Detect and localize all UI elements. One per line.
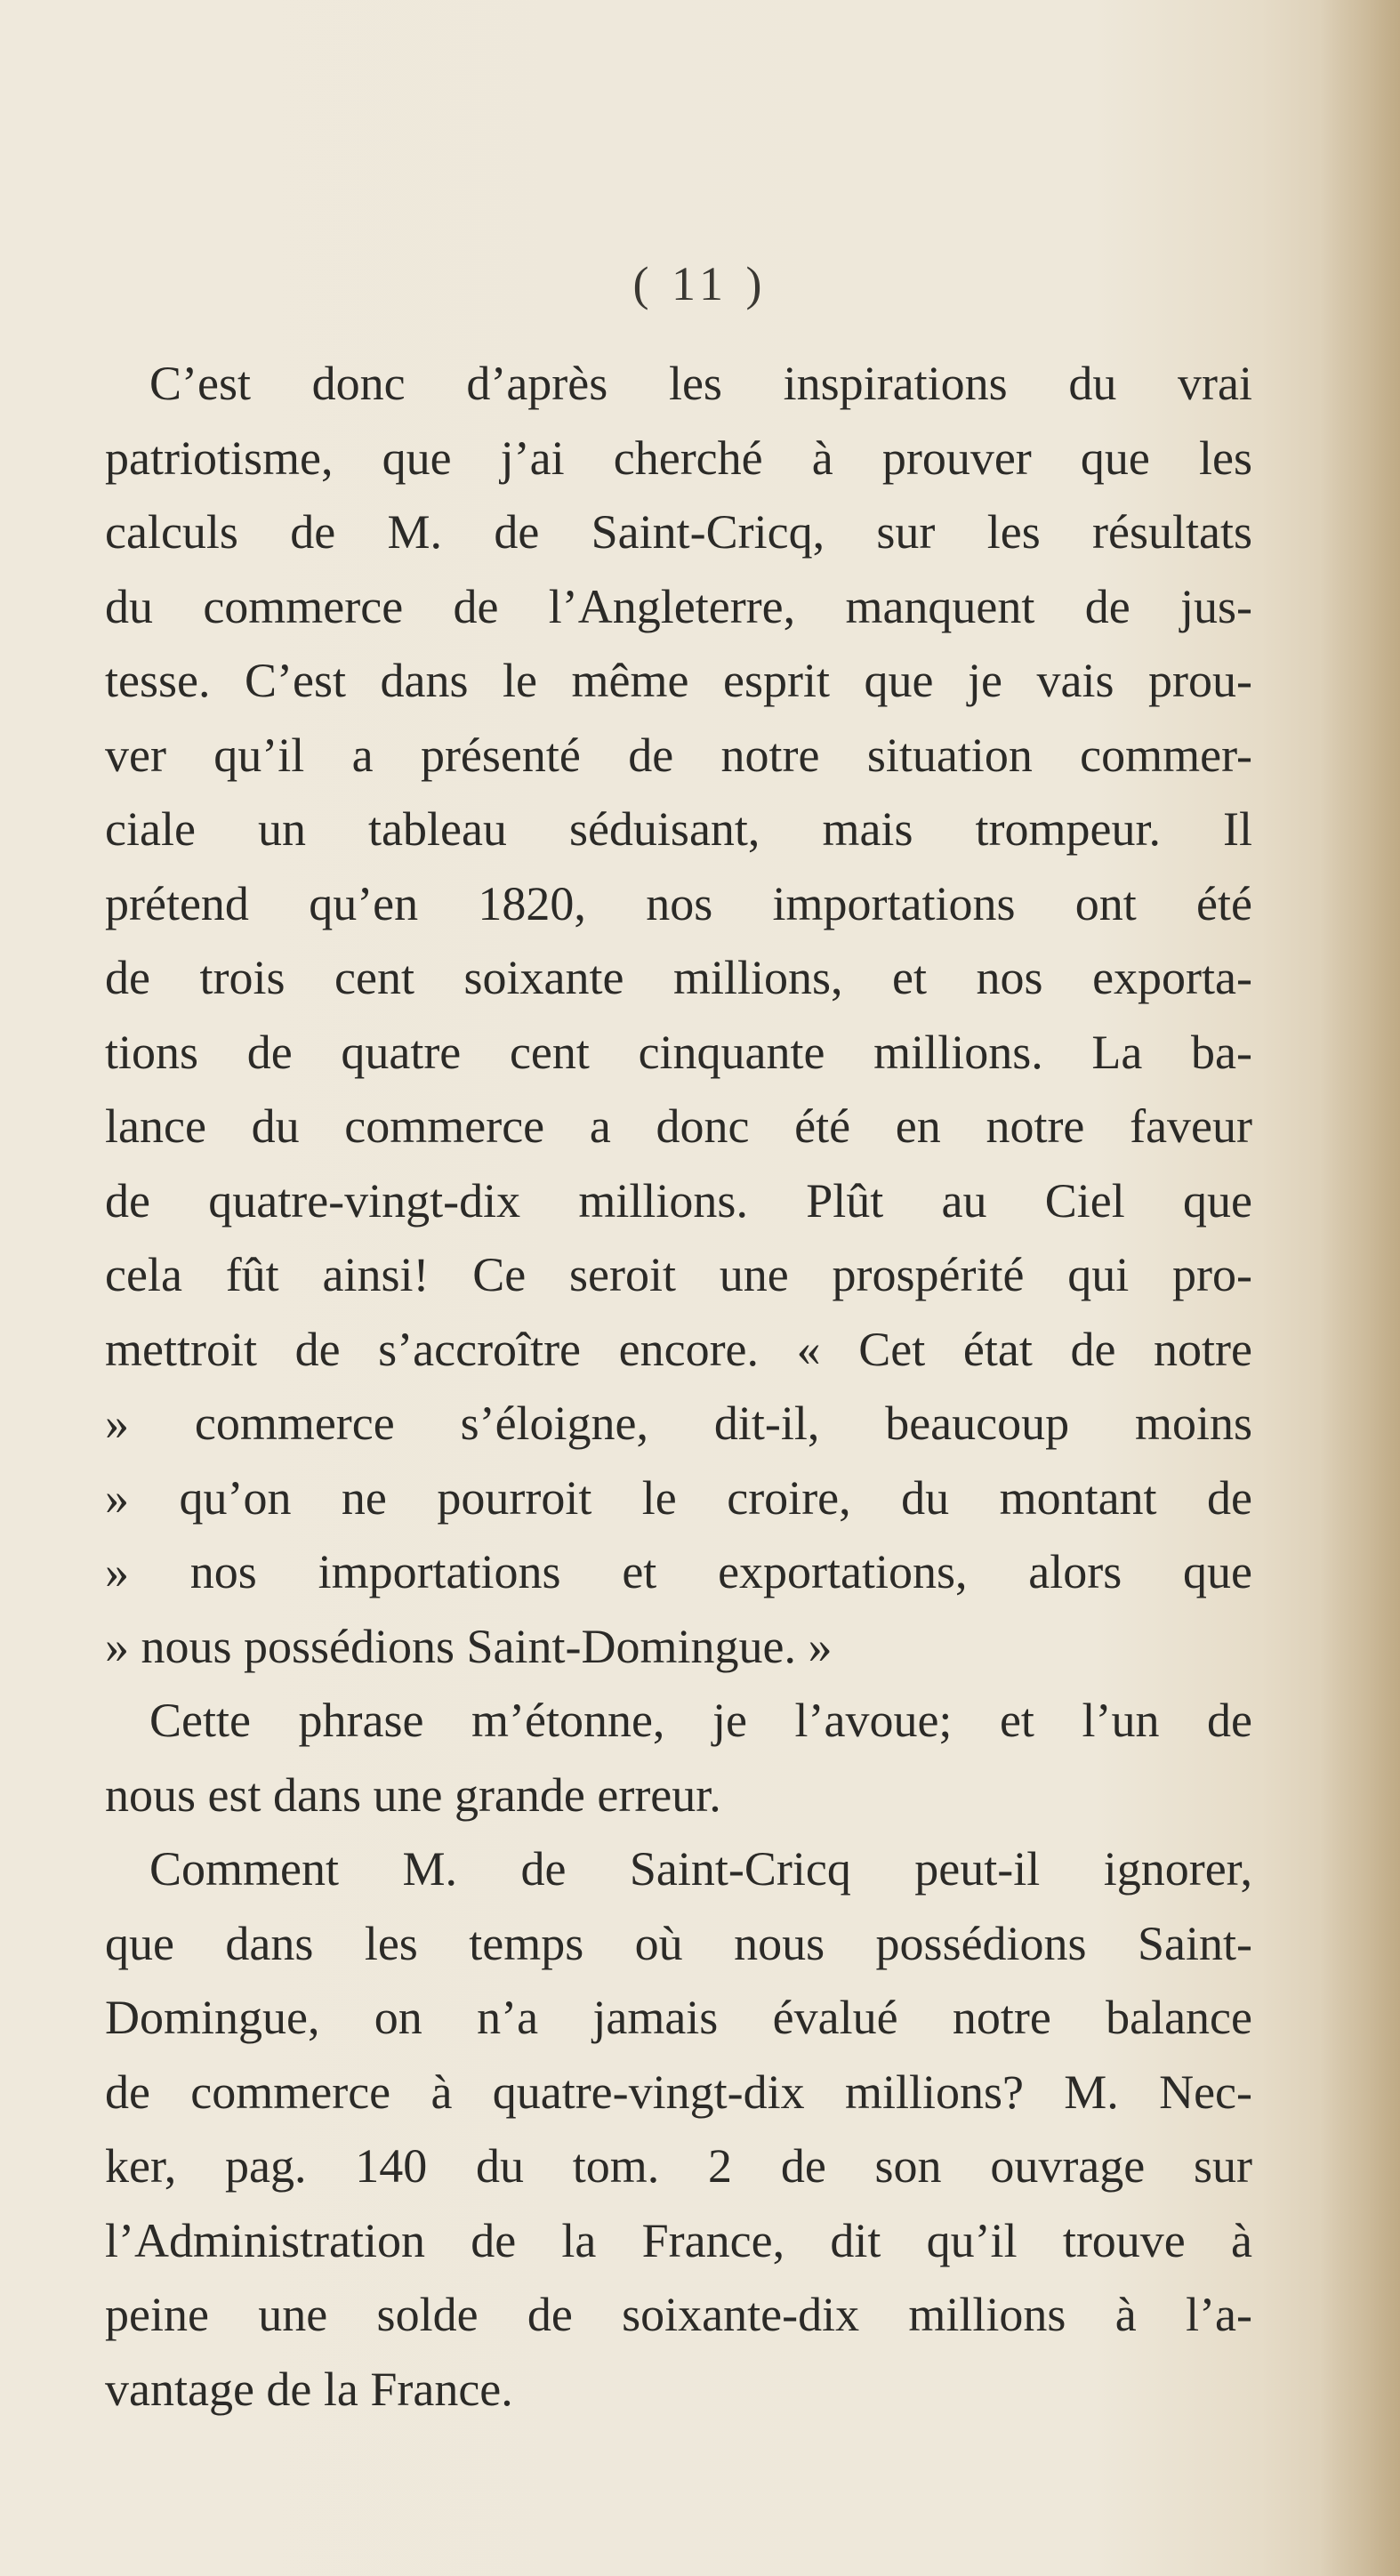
text-line: Domingue, on n’a jamais évalué notre balance [105,1991,1252,2044]
text-line: prétend qu’en 1820, nos importations ont été [105,876,1252,930]
text-line: C’est donc d’après les inspirations du vrai [149,357,1252,410]
text-line: Comment M. de Saint-Cricq peut-il ignorer, [149,1842,1252,1896]
text-line: cela fût ainsi! Ce seroit une prospérité qui pro- [105,1248,1252,1301]
text-line: vantage de la France. [105,2362,513,2416]
text-line: tesse. C’est dans le même esprit que je vais prou- [105,654,1252,707]
text-line: de trois cent soixante millions, et nos exporta- [105,951,1252,1004]
text-line: patriotisme, que j’ai cherché à prouver que les [105,431,1252,485]
text-line: » nous possédions Saint-Domingue. » [105,1619,833,1673]
text-line: calculs de M. de Saint-Cricq, sur les résultats [105,505,1252,559]
text-line: mettroit de s’accroître encore. « Cet état de notre [105,1322,1252,1376]
text-line: lance du commerce a donc été en notre faveur [105,1099,1252,1153]
text-line: » qu’on ne pourroit le croire, du montant de [105,1470,1252,1525]
text-line: » nos importations et exportations, alors que [105,1545,1252,1598]
page-number: ( 11 ) [632,257,768,310]
body-text [105,347,1252,2427]
text-line: Cette phrase m’étonne, je l’avoue; et l’un de [149,1694,1252,1747]
text-line: ciale un tableau séduisant, mais trompeur. Il [105,802,1252,856]
text-line: nous est dans une grande erreur. [105,1767,721,1822]
text-line: ver qu’il a présenté de notre situation commer- [105,728,1252,782]
text-line: de commerce à quatre-vingt-dix millions? M. Nec- [105,2065,1252,2119]
text-line: » commerce s’éloigne, dit-il, beaucoup moins [105,1397,1252,1450]
text-line: de quatre-vingt-dix millions. Plût au Ciel que [105,1173,1252,1228]
text-line: que dans les temps où nous possédions Saint- [105,1916,1252,1970]
text-line: tions de quatre cent cinquante millions. La ba- [105,1025,1252,1079]
text-line: l’Administration de la France, dit qu’il trouve à [105,2213,1252,2267]
paper-edge-stain [1320,0,1400,2576]
text-line: du commerce de l’Angleterre, manquent de jus- [105,579,1252,633]
text-line: ker, pag. 140 du tom. 2 de son ouvrage sur [105,2139,1252,2193]
text-line: peine une solde de soixante-dix millions à l’a- [105,2288,1252,2341]
